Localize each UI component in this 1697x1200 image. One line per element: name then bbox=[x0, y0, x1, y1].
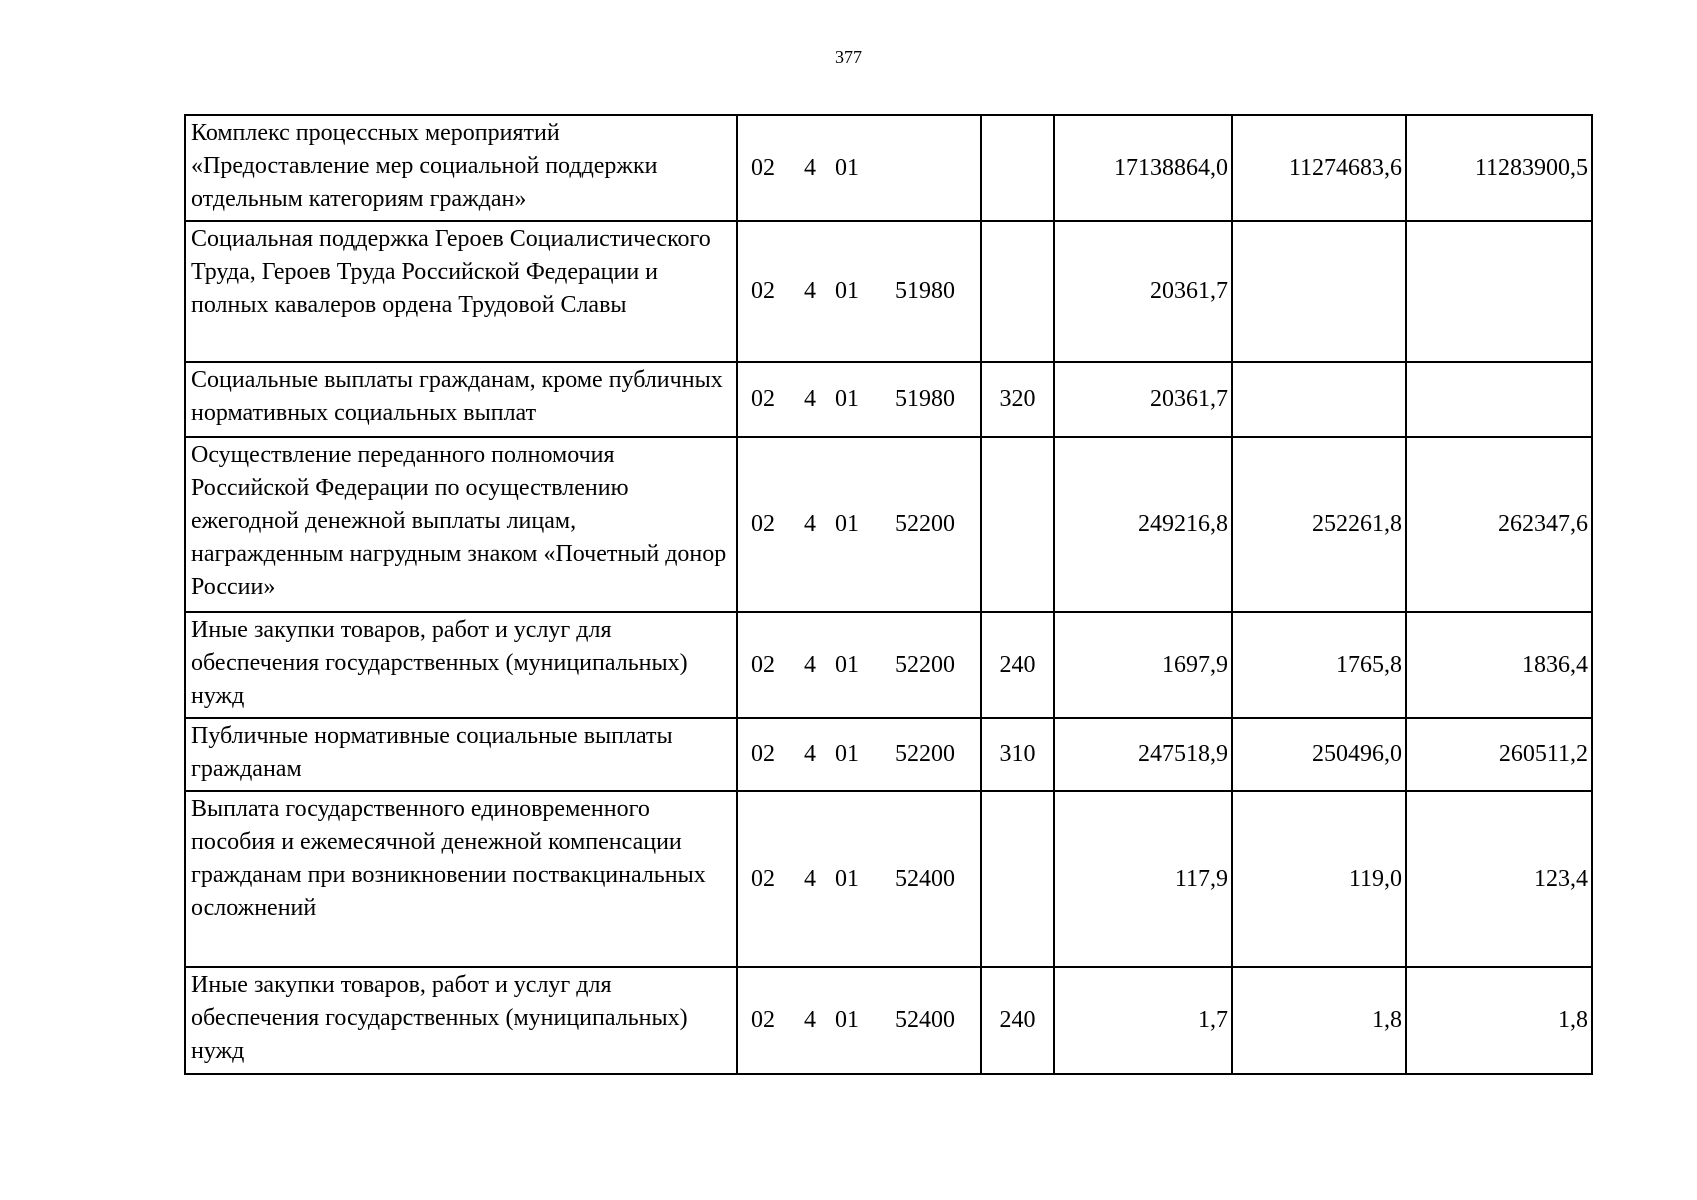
table-row bbox=[185, 791, 1592, 967]
row-code bbox=[737, 612, 981, 718]
table-row bbox=[185, 115, 1592, 221]
page-number: 377 bbox=[835, 47, 862, 67]
code-direction: 52200 bbox=[895, 511, 955, 537]
row-code bbox=[737, 967, 981, 1074]
row-value-1: 1,7 bbox=[1054, 967, 1232, 1074]
table-row bbox=[185, 718, 1592, 791]
table-row bbox=[185, 437, 1592, 612]
row-expense-type bbox=[981, 791, 1054, 967]
code-subprogram: 4 bbox=[804, 651, 816, 678]
code-subprogram: 4 bbox=[804, 865, 816, 892]
row-code bbox=[737, 221, 981, 362]
row-value-3: 11283900,5 bbox=[1406, 115, 1592, 221]
code-complex: 01 bbox=[835, 741, 859, 767]
code-direction: 52200 bbox=[895, 741, 955, 767]
row-expense-type bbox=[981, 115, 1054, 221]
row-value-3: 123,4 bbox=[1406, 791, 1592, 967]
table-row bbox=[185, 362, 1592, 437]
row-value-1: 17138864,0 bbox=[1054, 115, 1232, 221]
code-section: 02 bbox=[751, 865, 775, 892]
row-name: Комплекс процессных мероприятий «Предоставление мер социальной поддержки отдельным категориям граждан» bbox=[185, 115, 737, 221]
row-value-1: 249216,8 bbox=[1054, 437, 1232, 612]
table-row bbox=[185, 967, 1592, 1074]
row-value-2: 1,8 bbox=[1232, 967, 1406, 1074]
row-value-3: 260511,2 bbox=[1406, 718, 1592, 791]
row-value-2: 11274683,6 bbox=[1232, 115, 1406, 221]
code-subprogram: 4 bbox=[804, 278, 816, 304]
row-name: Иные закупки товаров, работ и услуг для обеспечения государственных (муниципальных) нужд bbox=[185, 967, 737, 1074]
row-expense-type: 240 bbox=[981, 612, 1054, 718]
code-subprogram: 4 bbox=[804, 154, 816, 181]
row-value-2: 250496,0 bbox=[1232, 718, 1406, 791]
table-row bbox=[185, 612, 1592, 718]
code-complex: 01 bbox=[835, 278, 859, 304]
code-complex: 01 bbox=[835, 865, 859, 892]
code-section: 02 bbox=[751, 651, 775, 678]
code-section: 02 bbox=[751, 1007, 775, 1033]
row-value-1: 117,9 bbox=[1054, 791, 1232, 967]
code-section: 02 bbox=[751, 511, 775, 537]
row-code bbox=[737, 437, 981, 612]
budget-table bbox=[184, 114, 1593, 1075]
code-complex: 01 bbox=[835, 154, 859, 181]
code-section: 02 bbox=[751, 386, 775, 412]
code-complex: 01 bbox=[835, 386, 859, 412]
row-code bbox=[737, 791, 981, 967]
row-value-3: 262347,6 bbox=[1406, 437, 1592, 612]
code-section: 02 bbox=[751, 278, 775, 304]
code-section: 02 bbox=[751, 154, 775, 181]
code-direction: 51980 bbox=[895, 278, 955, 304]
row-value-2 bbox=[1232, 362, 1406, 437]
row-value-2: 119,0 bbox=[1232, 791, 1406, 967]
row-code bbox=[737, 362, 981, 437]
code-direction: 51980 bbox=[895, 386, 955, 412]
code-direction: 52200 bbox=[895, 651, 955, 678]
row-value-3: 1836,4 bbox=[1406, 612, 1592, 718]
row-name: Публичные нормативные социальные выплаты гражданам bbox=[185, 718, 737, 791]
row-code bbox=[737, 718, 981, 791]
code-subprogram: 4 bbox=[804, 741, 816, 767]
code-subprogram: 4 bbox=[804, 1007, 816, 1033]
row-value-2: 1765,8 bbox=[1232, 612, 1406, 718]
row-expense-type bbox=[981, 437, 1054, 612]
row-expense-type: 310 bbox=[981, 718, 1054, 791]
row-name: Выплата государственного единовременного пособия и ежемесячной денежной компенсации гражданам при возникновении поствакцинальных осложнений bbox=[185, 791, 737, 967]
row-name: Иные закупки товаров, работ и услуг для обеспечения государственных (муниципальных) нужд bbox=[185, 612, 737, 718]
code-section: 02 bbox=[751, 741, 775, 767]
code-direction: 52400 bbox=[895, 1007, 955, 1033]
row-value-1: 20361,7 bbox=[1054, 362, 1232, 437]
row-value-1: 1697,9 bbox=[1054, 612, 1232, 718]
row-expense-type: 240 bbox=[981, 967, 1054, 1074]
code-complex: 01 bbox=[835, 651, 859, 678]
row-name: Осуществление переданного полномочия Российской Федерации по осуществлению ежегодной денежной выплаты лицам, награжденным нагрудным знаком «Почетный донор России» bbox=[185, 437, 737, 612]
row-name: Социальная поддержка Героев Социалистического Труда, Героев Труда Российской Федерации и полных кавалеров ордена Трудовой Славы bbox=[185, 221, 737, 362]
code-subprogram: 4 bbox=[804, 386, 816, 412]
code-complex: 01 bbox=[835, 1007, 859, 1033]
row-value-1: 20361,7 bbox=[1054, 221, 1232, 362]
code-subprogram: 4 bbox=[804, 511, 816, 537]
row-value-2: 252261,8 bbox=[1232, 437, 1406, 612]
row-value-2 bbox=[1232, 221, 1406, 362]
row-value-3: 1,8 bbox=[1406, 967, 1592, 1074]
row-name: Социальные выплаты гражданам, кроме публичных нормативных социальных выплат bbox=[185, 362, 737, 437]
row-expense-type: 320 bbox=[981, 362, 1054, 437]
table-row bbox=[185, 221, 1592, 362]
row-expense-type bbox=[981, 221, 1054, 362]
row-code bbox=[737, 115, 981, 221]
row-value-3 bbox=[1406, 221, 1592, 362]
code-direction: 52400 bbox=[895, 865, 955, 892]
code-complex: 01 bbox=[835, 511, 859, 537]
row-value-1: 247518,9 bbox=[1054, 718, 1232, 791]
row-value-3 bbox=[1406, 362, 1592, 437]
